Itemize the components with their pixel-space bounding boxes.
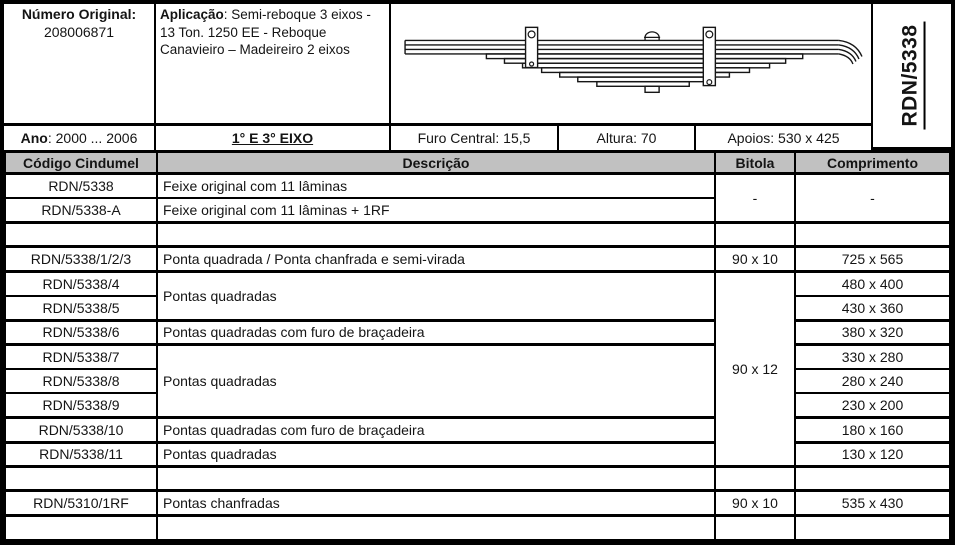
- comprimento-cell: 535 x 430: [795, 491, 950, 515]
- part-code-vertical-label: RDN/5338: [899, 21, 926, 129]
- codigo-cell: RDN/5338/6: [5, 320, 157, 344]
- bitola-cell: 90 x 10: [715, 247, 795, 271]
- header-comprimento: Comprimento: [795, 152, 950, 174]
- header-bitola: Bitola: [715, 152, 795, 174]
- codigo-cell: RDN/5310/1RF: [5, 491, 157, 515]
- bitola-cell: -: [715, 174, 795, 223]
- codigo-cell: RDN/5338/1/2/3: [5, 247, 157, 271]
- codigo-cell: RDN/5338/4: [5, 271, 157, 295]
- furo-central-cell: Furo Central: 15,5: [391, 126, 559, 150]
- bitola-cell: 90 x 12: [715, 271, 795, 466]
- codigo-cell: RDN/5338/8: [5, 369, 157, 393]
- descricao-cell: Pontas quadradas: [157, 442, 715, 466]
- leaf-spring-drawing-icon: [391, 4, 871, 123]
- comprimento-cell: 230 x 200: [795, 393, 950, 417]
- codigo-cell: RDN/5338/10: [5, 418, 157, 442]
- comprimento-cell: 430 x 360: [795, 296, 950, 320]
- table-header-row: [5, 152, 950, 174]
- codigo-cell: RDN/5338/11: [5, 442, 157, 466]
- ano-cell: [4, 126, 156, 150]
- table-row: [5, 442, 950, 466]
- comprimento-cell: 330 x 280: [795, 344, 950, 368]
- table-row: [5, 271, 950, 295]
- codigo-cell: RDN/5338: [5, 174, 157, 198]
- leaf-spring-diagram: [391, 4, 873, 126]
- codigo-cell: RDN/5338/7: [5, 344, 157, 368]
- comprimento-cell: 380 x 320: [795, 320, 950, 344]
- comprimento-cell: 480 x 400: [795, 271, 950, 295]
- bitola-cell: 90 x 10: [715, 491, 795, 515]
- codigo-cell: RDN/5338-A: [5, 198, 157, 222]
- table-row: [5, 418, 950, 442]
- descricao-cell: Ponta quadrada / Ponta chanfrada e semi-virada: [157, 247, 715, 271]
- codigo-cell: RDN/5338/9: [5, 393, 157, 417]
- part-code-cell: [873, 4, 951, 150]
- codigo-cell: RDN/5338/5: [5, 296, 157, 320]
- descricao-cell: Pontas quadradas: [157, 271, 715, 320]
- altura-cell: Altura: 70: [559, 126, 696, 150]
- table-row: [5, 320, 950, 344]
- table-separator-row: [5, 515, 950, 540]
- aplicacao-text: : Semi-reboque 3 eixos - 13 Ton. 1250 EE - Reboque Canavieiro – Madeireiro 2 eixos: [160, 7, 371, 58]
- eixo-cell: [156, 126, 391, 150]
- eixo-label: 1° E 3° EIXO: [231, 130, 314, 146]
- comprimento-cell: 280 x 240: [795, 369, 950, 393]
- header-descricao: Descrição: [157, 152, 715, 174]
- descricao-cell: Pontas quadradas: [157, 344, 715, 417]
- apoios-cell: Apoios: 530 x 425: [696, 126, 873, 150]
- comprimento-cell: 180 x 160: [795, 418, 950, 442]
- descricao-cell: Feixe original com 11 lâminas + 1RF: [157, 198, 715, 222]
- table-separator-row: [5, 222, 950, 246]
- table-row: [5, 344, 950, 368]
- descricao-cell: Feixe original com 11 lâminas: [157, 174, 715, 198]
- numero-original-value: 208006871: [43, 23, 115, 40]
- top-section: [4, 4, 951, 150]
- numero-original-cell: [4, 4, 156, 126]
- table-separator-row: [5, 467, 950, 491]
- numero-original-label: Número Original:: [21, 6, 137, 22]
- descricao-cell: Pontas quadradas com furo de braçadeira: [157, 418, 715, 442]
- comprimento-cell: -: [795, 174, 950, 223]
- ano-value: : 2000 ... 2006: [47, 130, 138, 146]
- descricao-cell: Pontas quadradas com furo de braçadeira: [157, 320, 715, 344]
- parts-table: [4, 150, 951, 541]
- header-codigo: Código Cindumel: [5, 152, 157, 174]
- table-row: [5, 491, 950, 515]
- comprimento-cell: 725 x 565: [795, 247, 950, 271]
- comprimento-cell: 130 x 120: [795, 442, 950, 466]
- ano-label: Ano: [20, 130, 48, 146]
- table-row: [5, 174, 950, 198]
- table-row: [5, 247, 950, 271]
- aplicacao-label: Aplicação: [160, 7, 224, 22]
- aplicacao-cell: [156, 4, 391, 126]
- descricao-cell: Pontas chanfradas: [157, 491, 715, 515]
